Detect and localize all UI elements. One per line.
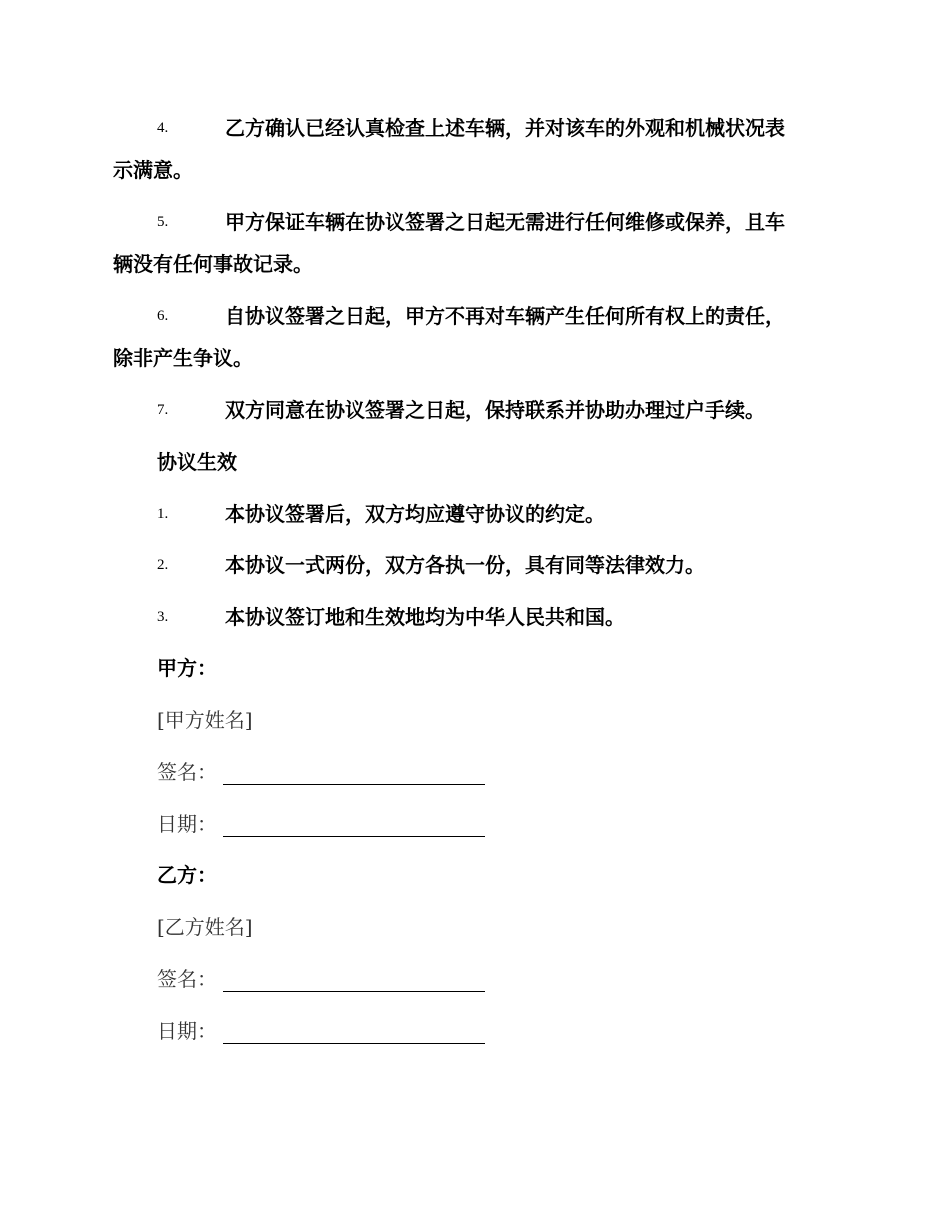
party-a-name-placeholder: [甲方姓名] [157,708,253,732]
date-label: 日期： [157,812,217,836]
signature-label: 签名： [157,967,217,991]
party-a-signature-line[interactable] [223,783,485,785]
date-label: 日期： [157,1019,217,1043]
clause-text-first-line: 本协议签署后，双方均应遵守协议的约定。 [225,502,605,526]
section-heading: 协议生效 [157,450,237,474]
clause-number: 1. [157,506,169,522]
clause-text-continuation: 除非产生争议。 [113,346,253,370]
clause-text-first-line: 本协议签订地和生效地均为中华人民共和国。 [225,605,625,629]
clause-text-first-line: 乙方确认已经认真检查上述车辆，并对该车的外观和机械状况表 [225,116,785,140]
clause-text-continuation: 示满意。 [113,158,193,182]
clause-text-first-line: 甲方保证车辆在协议签署之日起无需进行任何维修或保养，且车 [225,210,785,234]
clause-item [113,389,838,431]
party-b-date-row [157,1016,485,1046]
party-b-signature-line[interactable] [223,990,485,992]
clause-text-continuation: 辆没有任何事故记录。 [113,252,313,276]
signature-label: 签名： [157,760,217,784]
party-b-signature-row [157,964,485,994]
clause-number: 2. [157,557,169,573]
clause-text-first-line: 双方同意在协议签署之日起，保持联系并协助办理过户手续。 [225,398,765,422]
party-a-date-row [157,809,485,839]
clause-number: 7. [157,402,169,418]
clause-item [113,295,838,379]
clause-item [113,201,838,285]
clause-item [113,493,838,535]
party-a-signature-row [157,757,485,787]
clause-text-first-line: 自协议签署之日起，甲方不再对车辆产生任何所有权上的责任， [225,304,785,328]
clause-item [113,596,838,638]
party-b-date-line[interactable] [223,1042,485,1044]
party-a-date-line[interactable] [223,835,485,837]
party-b-name-placeholder: [乙方姓名] [157,915,253,939]
clause-number: 5. [157,214,169,230]
party-b-label: 乙方： [157,863,217,887]
clause-text-first-line: 本协议一式两份，双方各执一份，具有同等法律效力。 [225,553,705,577]
clause-number: 3. [157,609,169,625]
clause-item [113,107,838,191]
clause-number: 6. [157,308,169,324]
party-a-label: 甲方： [157,656,217,680]
clause-item [113,544,838,586]
clause-number: 4. [157,120,169,136]
